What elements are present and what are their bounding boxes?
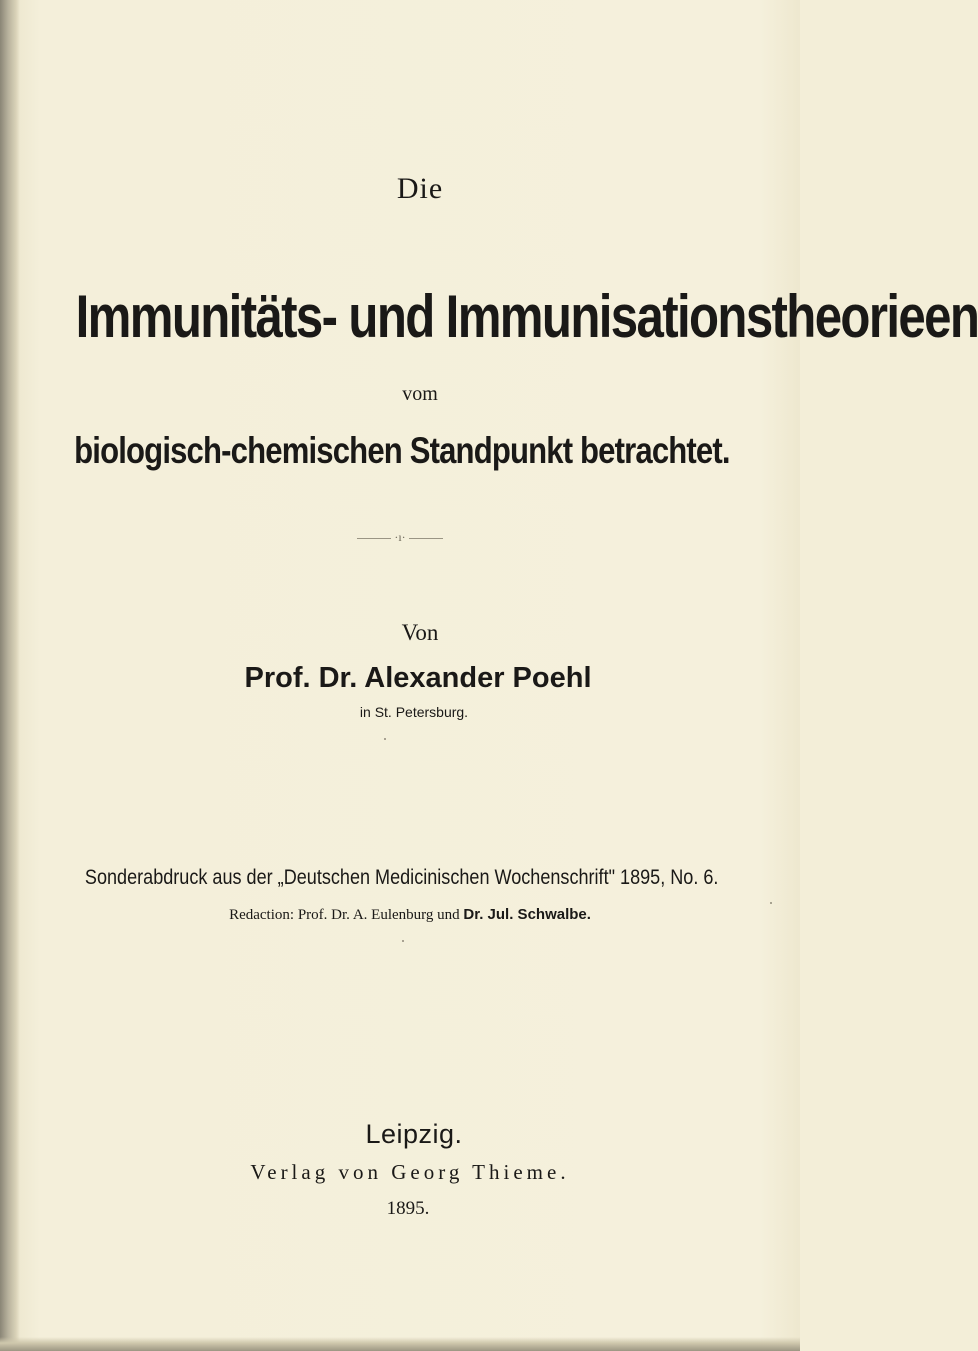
main-title: Immunitäts- und Immunisationstheorieen (75, 283, 978, 350)
ornament-rule-left (357, 538, 391, 539)
ornament-divider (0, 530, 800, 545)
paper-speck (384, 738, 386, 740)
editor-joiner: und (437, 907, 460, 923)
byline-prefix: Von (401, 620, 439, 645)
title-connector: vom (402, 383, 438, 405)
editor-1: Prof. Dr. A. Eulenburg (297, 907, 434, 923)
imprint-year: 1895. (386, 1198, 430, 1219)
editors-line (0, 906, 810, 924)
imprint-publisher: Verlag von Georg Thieme. (250, 1160, 570, 1184)
imprint-city: Leipzig. (365, 1119, 463, 1149)
editor-2: Dr. Jul. Schwalbe. (463, 906, 591, 923)
title-article: Die (396, 172, 444, 205)
page-bottom-edge (0, 1337, 800, 1351)
reprint-source: Sonderabdruck aus der „Deutschen Medicinischen Wochenschrift" 1895, No. 6. (84, 866, 719, 889)
editors-label: Redaction: (229, 907, 295, 923)
paper-speck (402, 940, 404, 942)
author-location: in St. Petersburg. (359, 704, 469, 720)
ornament-rule-right (409, 538, 443, 539)
ornament-mark: ·ı· (394, 530, 406, 544)
paper-speck (770, 902, 772, 904)
subtitle: biologisch-chemischen Standpunkt betrachtet. (74, 430, 730, 471)
author-name: Prof. Dr. Alexander Poehl (244, 662, 592, 694)
